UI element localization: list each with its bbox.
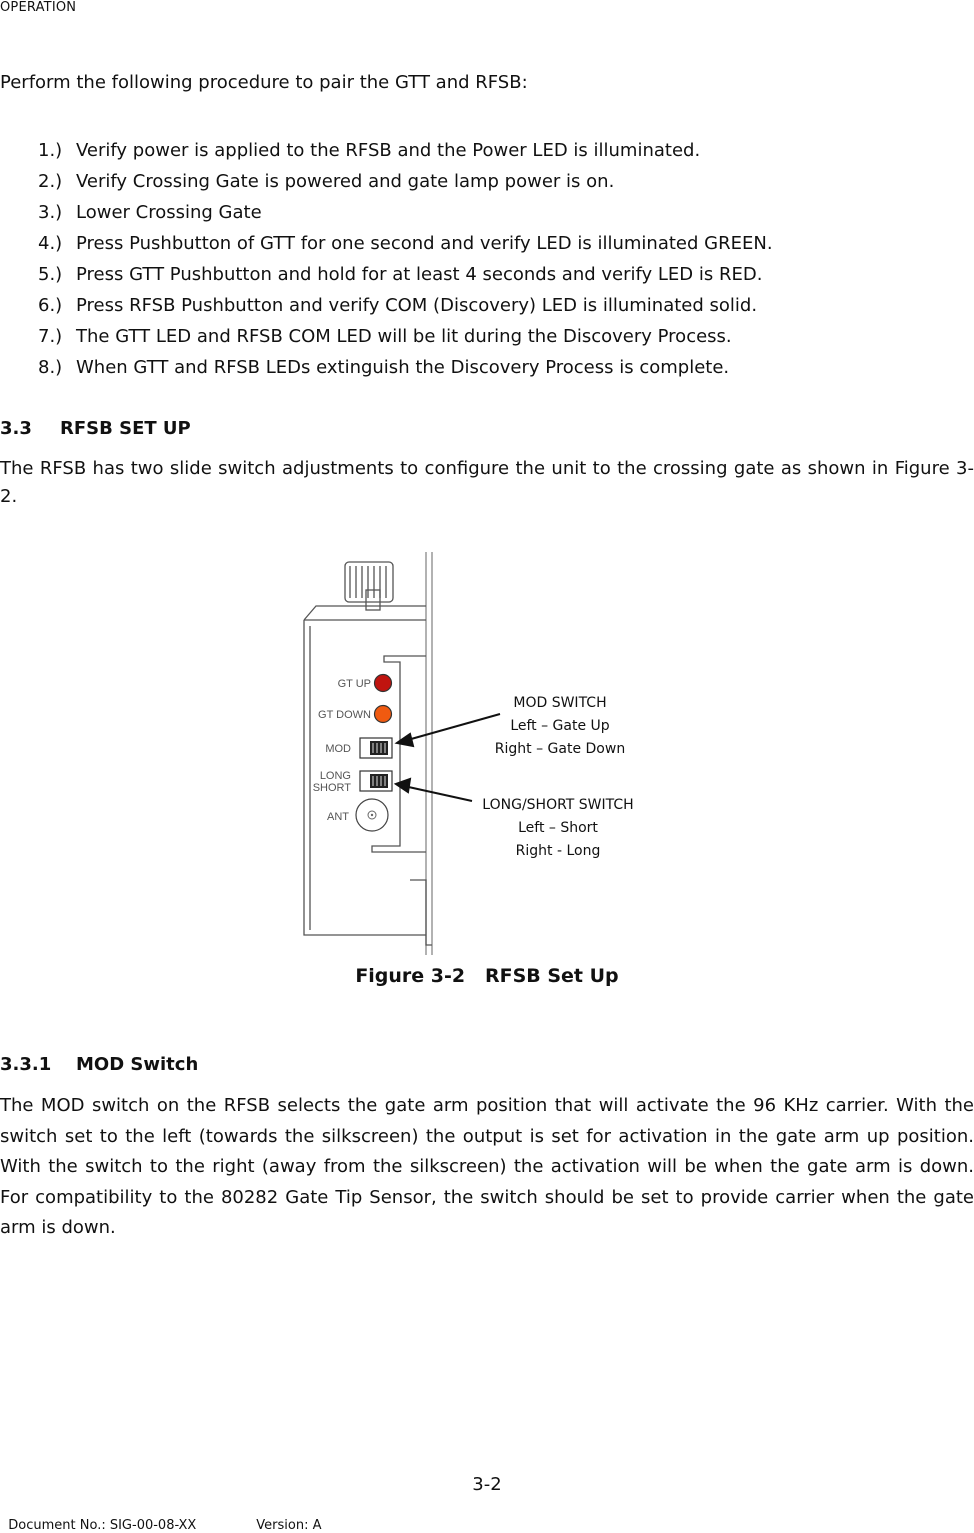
section-3-3-body: The RFSB has two slide switch adjustments to configure the unit to the crossing gate as shown in Figure 3-2. <box>0 458 974 507</box>
page-number: 3-2 <box>472 1474 502 1495</box>
mod-slide-switch[interactable] <box>360 738 392 758</box>
step-text: Press RFSB Pushbutton and verify COM (Discovery) LED is illuminated solid. <box>76 295 758 316</box>
label-long: LONG <box>319 770 351 782</box>
step-number: 6.) <box>38 295 63 316</box>
step-text: Press GTT Pushbutton and hold for at least 4 seconds and verify LED is RED. <box>76 264 763 285</box>
document-number: Document No.: SIG-00-08-XX <box>8 1518 197 1533</box>
longshort-switch-callout <box>474 794 642 863</box>
step-number: 7.) <box>38 326 63 347</box>
label-mod: MOD <box>325 743 351 755</box>
section-title: MOD Switch <box>76 1054 199 1075</box>
mod-switch-callout <box>480 692 640 761</box>
figure-caption: Figure 3-2 RFSB Set Up <box>355 965 619 987</box>
step-text: Verify power is applied to the RFSB and the Power LED is illuminated. <box>76 140 701 161</box>
section-number: 3.3 <box>0 418 32 439</box>
label-short: SHORT <box>312 782 351 794</box>
document-footer <box>0 1503 321 1533</box>
step-text: When GTT and RFSB LEDs extinguish the Discovery Process is complete. <box>76 357 730 378</box>
antenna-connector-icon <box>356 799 388 831</box>
section-title: RFSB SET UP <box>60 418 191 439</box>
intro-paragraph: Perform the following procedure to pair the GTT and RFSB: <box>0 72 528 93</box>
label-gt-up: GT UP <box>337 678 371 690</box>
gt-up-led <box>375 675 392 692</box>
section-number: 3.3.1 <box>0 1054 52 1075</box>
list-item <box>38 290 773 321</box>
callout-title: MOD SWITCH <box>513 695 607 711</box>
longshort-slide-switch[interactable] <box>360 771 392 791</box>
list-item <box>38 135 773 166</box>
list-item <box>38 228 773 259</box>
section-3-3-1-heading <box>0 1054 198 1075</box>
section-3-3-1-body: The MOD switch on the RFSB selects the gate arm position that will activate the 96 KHz carrier. With the switch set to the left (towards the silkscreen) the output is set for activation in the gate arm up position. With the switch to the right (away from the silkscreen) the activation will be when the gate arm is down. For compatibility to the 80282 Gate Tip Sensor, the switch should be set to provide carrier when the gate arm is down. <box>0 1095 974 1238</box>
section-3-3-heading <box>0 418 191 439</box>
gt-down-led <box>375 706 392 723</box>
callout-line: Left – Short <box>518 820 598 836</box>
callout-line: Left – Gate Up <box>510 718 610 734</box>
pairing-steps-list <box>38 135 773 383</box>
callout-line: Right – Gate Down <box>494 741 626 757</box>
list-item <box>38 197 773 228</box>
callout-line: Right - Long <box>515 843 601 859</box>
list-item <box>38 352 773 383</box>
list-item <box>38 259 773 290</box>
longshort-arrowhead <box>396 779 410 792</box>
list-item <box>38 321 773 352</box>
step-number: 5.) <box>38 264 63 285</box>
step-number: 1.) <box>38 140 63 161</box>
document-version: Version: A <box>256 1518 322 1533</box>
step-text: Lower Crossing Gate <box>76 202 262 223</box>
step-text: Press Pushbutton of GTT for one second and verify LED is illuminated GREEN. <box>76 233 773 254</box>
step-number: 3.) <box>38 202 63 223</box>
step-number: 2.) <box>38 171 63 192</box>
step-text: Verify Crossing Gate is powered and gate lamp power is on. <box>76 171 615 192</box>
step-number: 4.) <box>38 233 63 254</box>
running-header: OPERATION <box>0 0 77 15</box>
label-ant: ANT <box>327 811 349 823</box>
list-item <box>38 166 773 197</box>
label-gt-down: GT DOWN <box>318 709 371 721</box>
callout-title: LONG/SHORT SWITCH <box>482 797 634 813</box>
step-number: 8.) <box>38 357 63 378</box>
longshort-callout-arrow <box>404 786 472 801</box>
step-text: The GTT LED and RFSB COM LED will be lit during the Discovery Process. <box>76 326 732 347</box>
